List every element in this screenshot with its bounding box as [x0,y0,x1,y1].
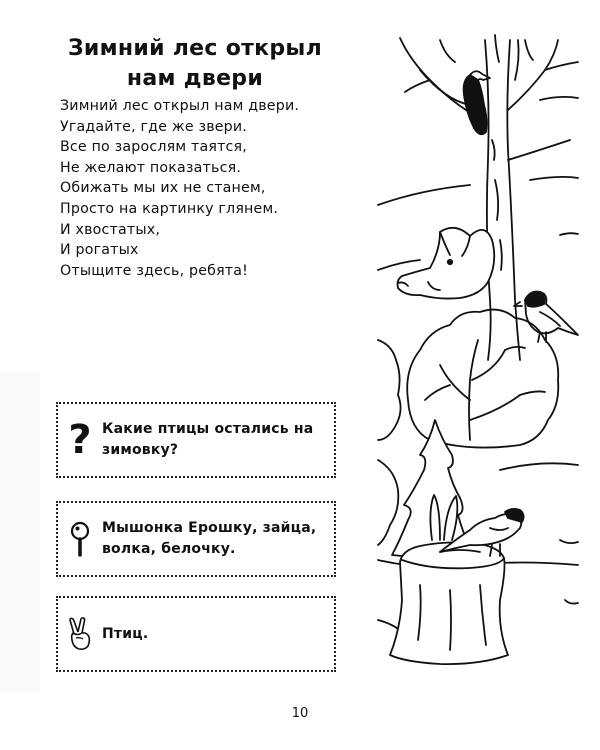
question-symbol: ? [68,417,92,463]
woodpecker [464,75,487,134]
title-line-2: нам двери [126,66,264,91]
hill-line [378,185,470,205]
poem-line: Просто на картинку глянем. [60,200,279,217]
answer-text: Птиц. [102,625,149,642]
poem-line: Угадайте, где же звери. [60,118,248,135]
tree-stump [390,542,508,664]
poem-line: Зимний лес открыл нам двери. [60,98,300,114]
question-text: Какие птицы остались на зимовку? [102,421,314,458]
poem-line: И хвостатых, [60,221,161,238]
boar-head [398,228,495,299]
tree-trunk-left [485,40,491,360]
title-line-1: Зимний лес открыл [67,36,323,61]
poem-line: Обижать мы их не станем, [60,180,266,197]
tree-trunk-right [507,40,520,360]
poem-line: Отыщите здесь, ребята! [60,262,249,279]
poem-line: Не желают показаться. [60,159,242,176]
hint-text: Мышонка Ерошку, зайца, волка, белочку. [102,520,317,557]
page-number: 10 [291,706,309,721]
poem-line: И рогатых [60,242,139,259]
poem-line: Все по зарослям таятся, [60,139,247,156]
